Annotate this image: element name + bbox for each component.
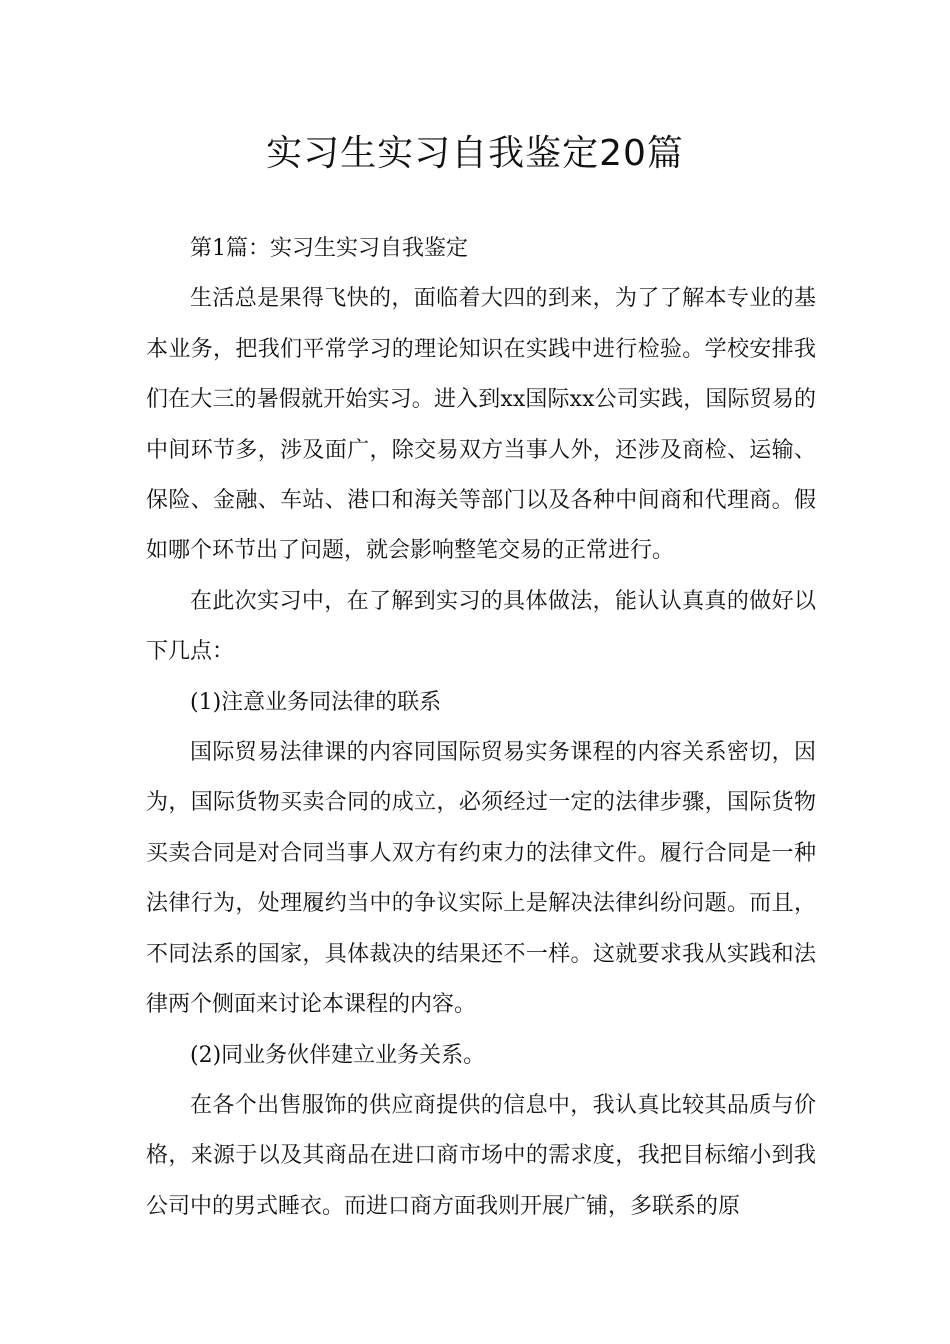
section-heading: 第1篇：实习生实习自我鉴定 <box>190 236 468 261</box>
list-item-heading: (1)注意业务同法律的联系 <box>190 689 442 715</box>
list-item-heading: (2)同业务伙伴建立业务关系。 <box>190 1042 486 1068</box>
body-paragraph: 国际贸易法律课的内容同国际贸易实务课程的内容关系密切，因为，国际货物买卖合同的成立，必须经过一定的法律步骤，国际货物买卖合同是对合同当事人双方有约束力的法律文件。履行合同是一种法律行为，处理履约当中的争议实际上是解决法律纠纷问题。而且，不同法系的国家，具体裁决的结果还不一样。这就要求我从实践和法律两个侧面来讨论本课程的内容。 <box>146 740 816 1018</box>
document-body <box>146 224 816 1232</box>
body-paragraph: 在此次实习中，在了解到实习的具体做法，能认认真真的做好以下几点： <box>146 588 816 665</box>
body-paragraph: 生活总是果得飞快的，面临着大四的到来，为了了解本专业的基本业务，把我们平常学习的理论知识在实践中进行检验。学校安排我们在大三的暑假就开始实习。进入到xx国际xx公司实践，国际贸易的中间环节多，涉及面广，除交易双方当事人外，还涉及商检、运输、保险、金融、车站、港口和海关等部门以及各种中间商和代理商。假如哪个环节出了问题，就会影响整笔交易的正常进行。 <box>146 286 816 564</box>
body-paragraph: 在各个出售服饰的供应商提供的信息中，我认真比较其品质与价格，来源于以及其商品在进口商市场中的需求度，我把目标缩小到我公司中的男式睡衣。而进口商方面我则开展广铺，多联系的原 <box>146 1092 816 1219</box>
document-title: 实习生实习自我鉴定20篇 <box>266 133 684 174</box>
